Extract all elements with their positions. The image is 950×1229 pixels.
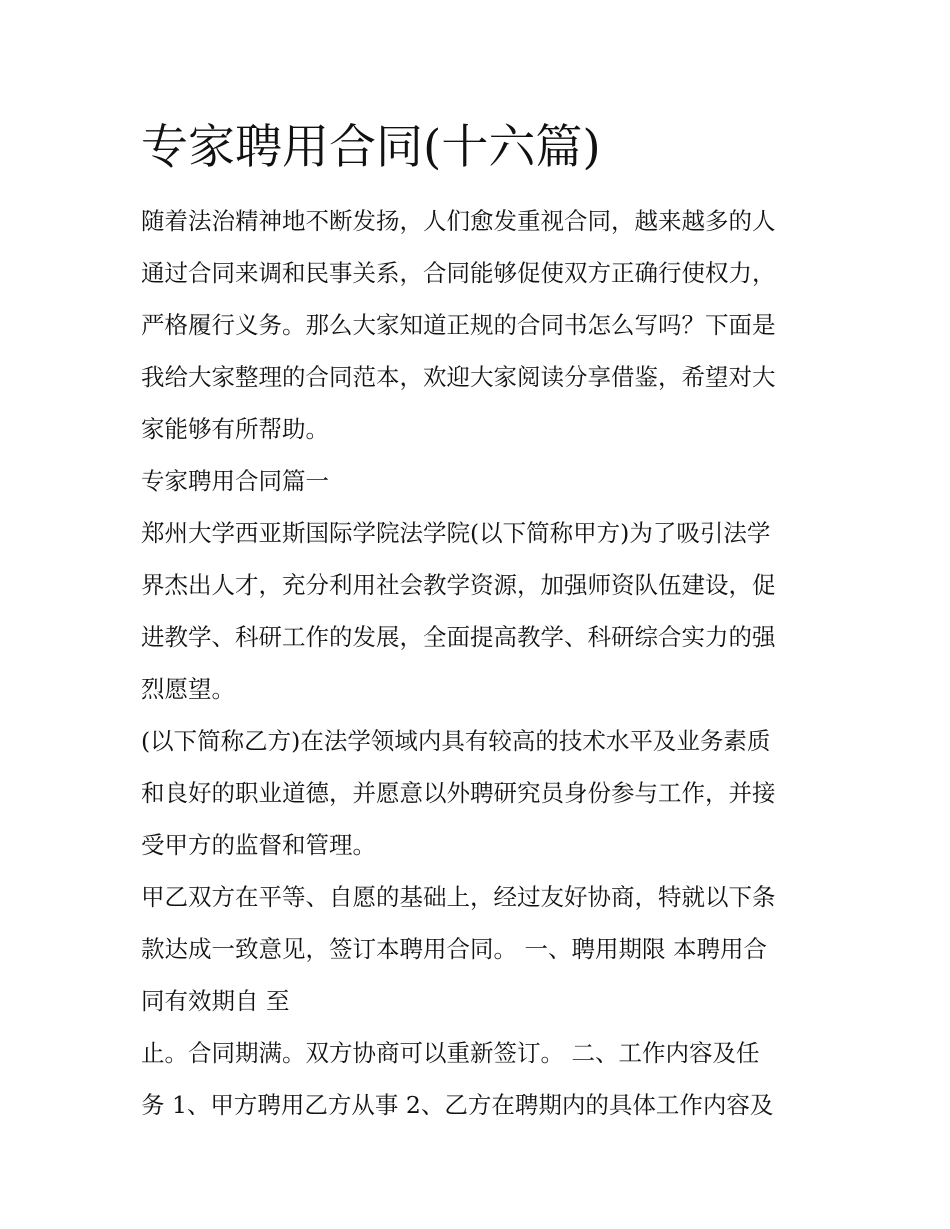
text-line: 界杰出人才，充分利用社会教学资源，加强师资队伍建设，促 — [141, 571, 776, 599]
document-title: 专家聘用合同(十六篇) — [141, 120, 601, 175]
text-line: 烈愿望。 — [141, 675, 235, 703]
text-line: 严格履行义务。那么大家知道正规的合同书怎么写吗？下面是 — [141, 311, 776, 339]
paragraph-party-a — [141, 507, 821, 715]
paragraph-agreement — [141, 871, 821, 1027]
text-line: 随着法治精神地不断发扬，人们愈发重视合同，越来越多的人 — [141, 207, 776, 235]
text-line: 受甲方的监督和管理。 — [141, 831, 376, 859]
text-line: 同有效期自 至 — [141, 987, 290, 1015]
text-line: 通过合同来调和民事关系，合同能够促使双方正确行使权力， — [141, 259, 776, 287]
text-line: (以下简称乙方)在法学领域内具有较高的技术水平及业务素质 — [141, 727, 771, 755]
text-line: 止。合同期满。双方协商可以重新签订。 二、工作内容及任 — [141, 1039, 760, 1067]
text-line: 和良好的职业道德，并愿意以外聘研究员身份参与工作，并接 — [141, 779, 776, 807]
text-line: 务 1、甲方聘用乙方从事 2、乙方在聘期内的具体工作内容及 — [141, 1091, 774, 1119]
text-line: 郑州大学西亚斯国际学院法学院(以下简称甲方)为了吸引法学 — [141, 519, 771, 547]
text-line: 进教学、科研工作的发展，全面提高教学、科研综合实力的强 — [141, 623, 776, 651]
text-line: 甲乙双方在平等、自愿的基础上，经过友好协商，特就以下条 — [141, 883, 776, 911]
text-line: 家能够有所帮助。 — [141, 415, 329, 443]
paragraph-party-b — [141, 715, 821, 871]
text-line: 款达成一致意见，签订本聘用合同。 一、聘用期限 本聘用合 — [141, 935, 767, 963]
document-body — [141, 195, 821, 1131]
paragraph-intro — [141, 195, 821, 455]
text-line: 我给大家整理的合同范本，欢迎大家阅读分享借鉴，希望对大 — [141, 363, 776, 391]
paragraph-terms — [141, 1027, 821, 1131]
section-heading — [141, 455, 821, 507]
text-line: 专家聘用合同篇一 — [141, 467, 329, 495]
